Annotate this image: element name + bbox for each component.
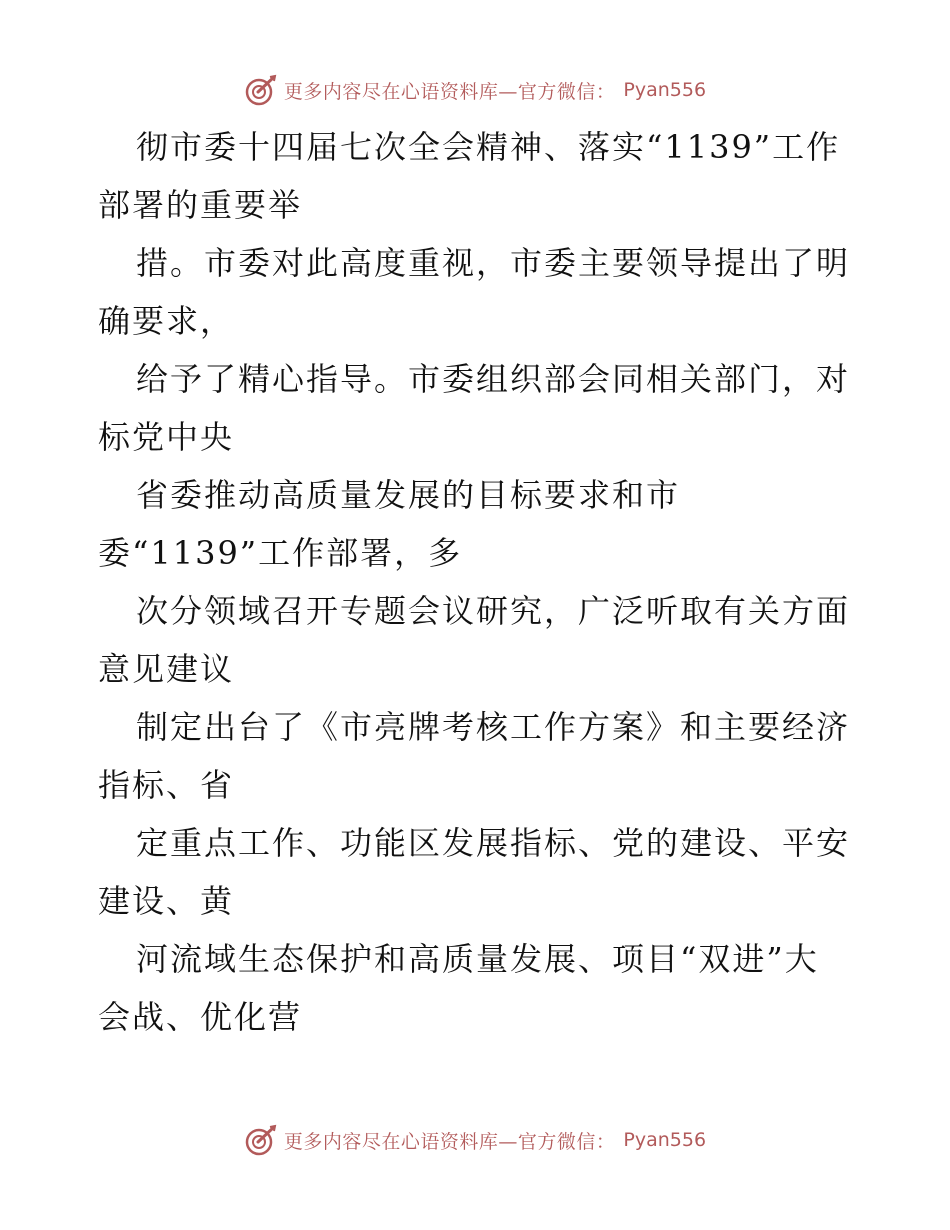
footer-banner — [0, 1120, 950, 1160]
text-line: 会战、优化营 — [98, 998, 303, 1036]
text-line: 省委推动高质量发展的目标要求和市 — [136, 476, 681, 514]
text-line: 次分领域召开专题会议研究，广泛听取有关方面 — [136, 592, 851, 630]
text-line: 部署的重要举 — [98, 186, 303, 224]
text-line: 建设、黄 — [98, 882, 235, 920]
wechat-id: Pyan556 — [623, 79, 707, 101]
text-line: 意见建议 — [98, 650, 235, 688]
header-banner — [0, 70, 950, 110]
wechat-id: Pyan556 — [623, 1129, 707, 1151]
banner-text: 更多内容尽在心语资料库—官方微信： — [283, 80, 616, 103]
text-line: 制定出台了《市亮牌考核工作方案》和主要经济 — [136, 708, 851, 746]
text-line: 委“1139”工作部署，多 — [98, 534, 463, 572]
text-line: 指标、省 — [98, 766, 235, 804]
brand-logo-icon — [244, 1123, 278, 1157]
text-line: 确要求， — [98, 302, 235, 340]
brand-logo-icon — [244, 73, 278, 107]
text-line: 定重点工作、功能区发展指标、党的建设、平安 — [136, 824, 851, 862]
text-line: 措。市委对此高度重视，市委主要领导提出了明 — [136, 244, 851, 282]
banner-text: 更多内容尽在心语资料库—官方微信： — [283, 1130, 616, 1153]
text-line: 标党中央 — [98, 418, 235, 456]
text-line: 河流域生态保护和高质量发展、项目“双进”大 — [136, 940, 819, 978]
text-line: 给予了精心指导。市委组织部会同相关部门，对 — [136, 360, 851, 398]
text-line: 彻市委十四届七次全会精神、落实“1139”工作 — [136, 128, 841, 166]
document-body — [98, 118, 858, 1046]
